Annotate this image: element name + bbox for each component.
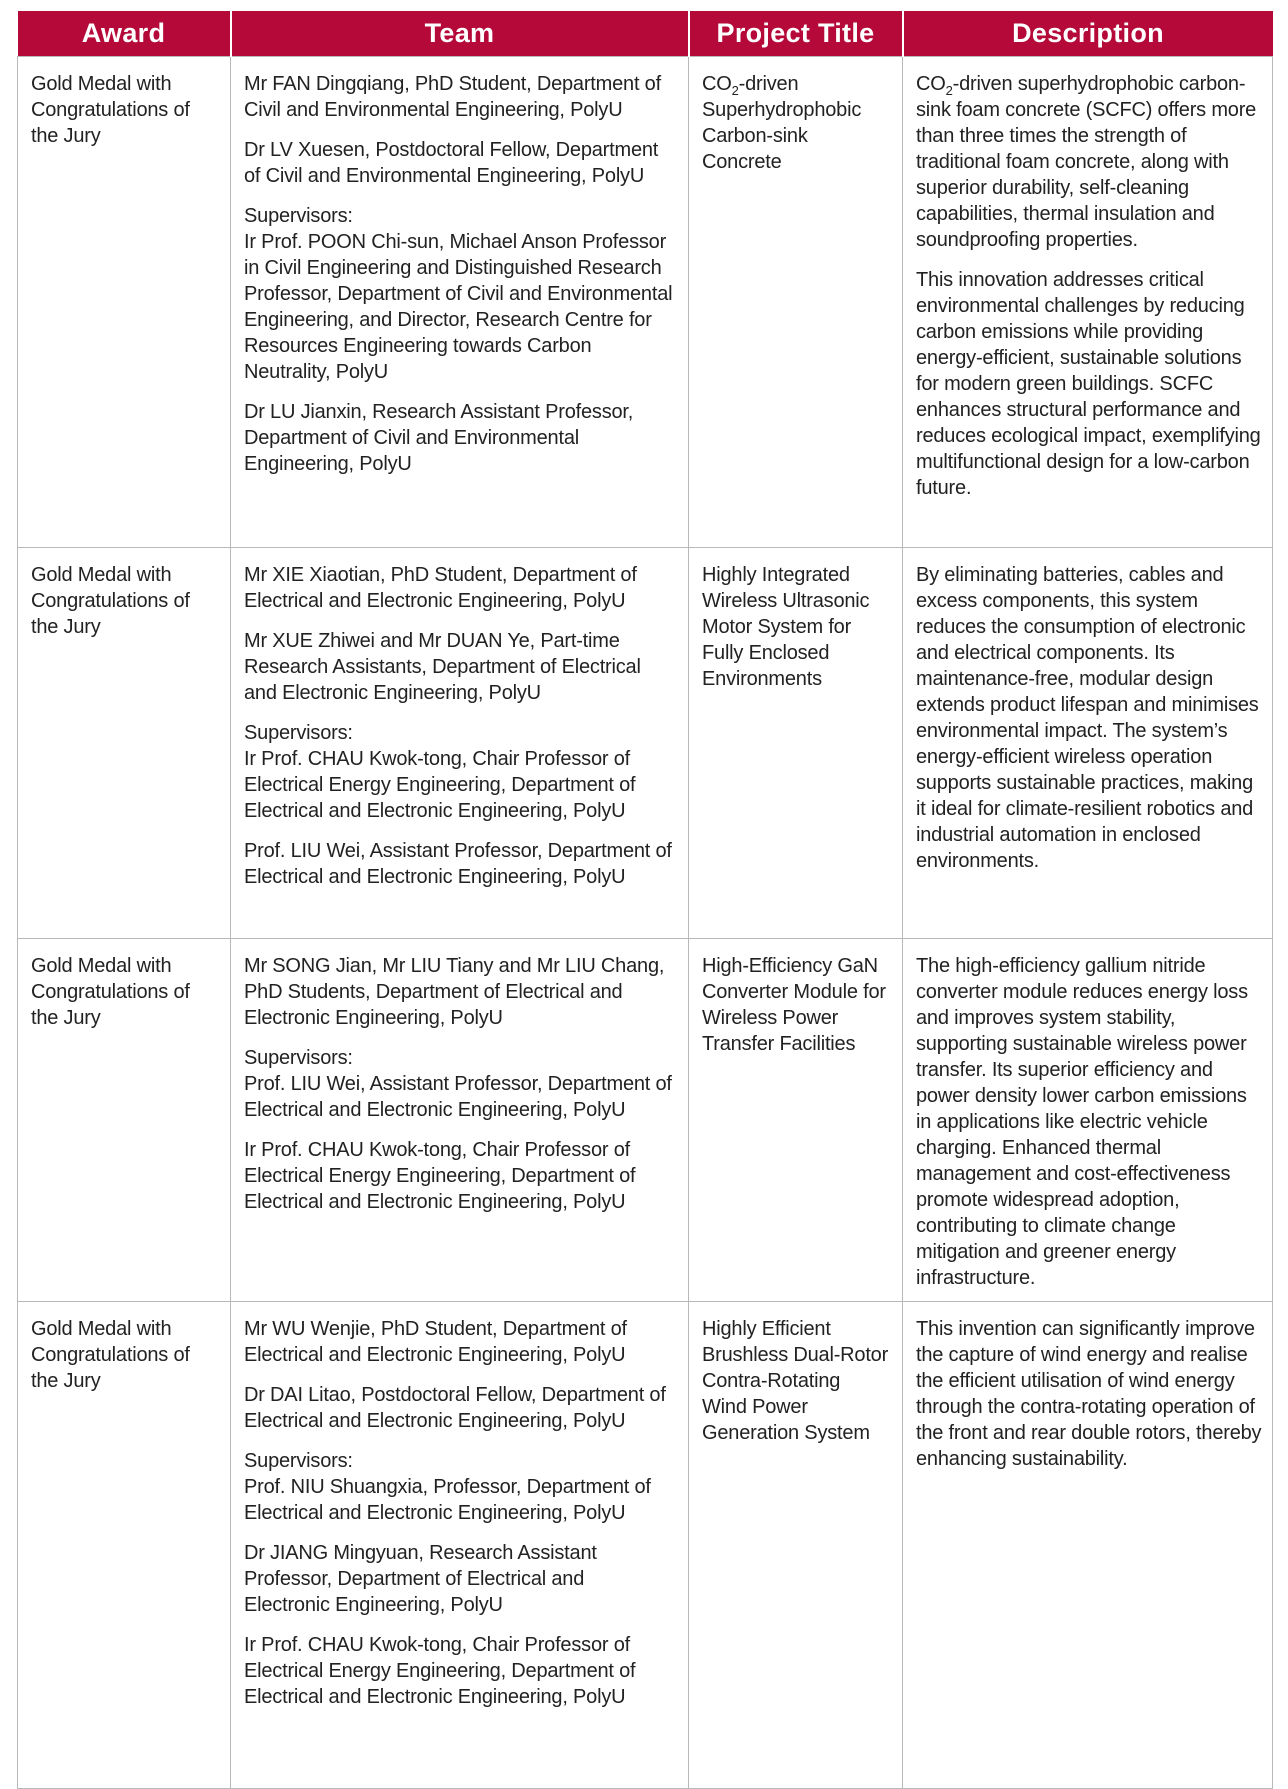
award-cell	[18, 1302, 231, 1789]
desc-subscript: 2	[945, 83, 953, 98]
supervisors-block	[244, 203, 675, 385]
description-cell	[903, 1302, 1273, 1789]
supervisors-label: Supervisors:	[244, 205, 353, 227]
description-paragraph: By eliminating batteries, cables and excess components, this system reduces the consumption of electronic and electrical components. Its maintenance-free, modular design extends product lifespan and minimises environmental impact. The system’s energy-efficient wireless operation supports sustainable practices, making it ideal for climate-resilient robotics and industrial automation in enclosed environments.	[916, 564, 1259, 872]
project-title: Highly Efficient Brushless Dual-Rotor Contra-Rotating Wind Power Generation System	[702, 1318, 889, 1444]
description-cell	[903, 548, 1273, 939]
team-cell	[231, 1302, 689, 1789]
project-title: Highly Integrated Wireless Ultrasonic Motor System for Fully Enclosed Environments	[702, 564, 870, 690]
table-header	[18, 11, 1273, 57]
team-member: Dr DAI Litao, Postdoctoral Fellow, Department of Electrical and Electronic Engineering, PolyU	[244, 1384, 666, 1432]
title-prefix: CO	[702, 73, 732, 95]
desc-rest: -driven superhydrophobic carbon-sink foam concrete (SCFC) offers more than three times the strength of traditional foam concrete, along with superior durability, self-cleaning capabilities, thermal insulation and soundproofing properties.	[916, 73, 1257, 251]
title-subscript: 2	[731, 83, 739, 98]
supervisors-label: Supervisors:	[244, 1047, 353, 1069]
project-title-cell	[689, 548, 903, 939]
table-row	[18, 939, 1273, 1302]
project-title: High-Efficiency GaN Converter Module for Wireless Power Transfer Facilities	[702, 955, 886, 1055]
description-paragraph: This innovation addresses critical environmental challenges by reducing carbon emissions while providing energy-efficient, sustainable solutions for modern green buildings. SCFC enhances structural performance and reduces ecological impact, exemplifying multifunctional design for a low-carbon future.	[916, 269, 1261, 499]
desc-prefix: CO	[916, 73, 946, 95]
awards-table	[17, 11, 1273, 1789]
award-cell	[18, 57, 231, 548]
table-row	[18, 548, 1273, 939]
team-cell	[231, 939, 689, 1302]
supervisor: Prof. NIU Shuangxia, Professor, Department of Electrical and Electronic Engineering, PolyU	[244, 1476, 651, 1524]
award-text: Gold Medal with Congratulations of the Jury	[31, 564, 190, 638]
description-paragraph: This invention can significantly improve the capture of wind energy and realise the efficient utilisation of wind energy through the contra-rotating operation of the front and rear double rotors, thereby enhancing sustainability.	[916, 1318, 1262, 1470]
header-team: Team	[231, 11, 689, 57]
team-member: Mr FAN Dingqiang, PhD Student, Department of Civil and Environmental Engineering, PolyU	[244, 73, 661, 121]
team-member: Mr WU Wenjie, PhD Student, Department of Electrical and Electronic Engineering, PolyU	[244, 1318, 627, 1366]
description-cell	[903, 57, 1273, 548]
award-text: Gold Medal with Congratulations of the Jury	[31, 1318, 190, 1392]
team-member: Dr LV Xuesen, Postdoctoral Fellow, Department of Civil and Environmental Engineering, PolyU	[244, 139, 659, 187]
table-row	[18, 1302, 1273, 1789]
description-paragraph	[916, 71, 1262, 253]
description-paragraph: The high-efficiency gallium nitride converter module reduces energy loss and improves system stability, supporting sustainable wireless power transfer. Its superior efficiency and power density lower carbon emissions in applications like electric vehicle charging. Enhanced thermal management and cost-effectiveness promote widespread adoption, contributing to climate change mitigation and greener energy infrastructure.	[916, 955, 1248, 1289]
title-rest: -driven Superhydrophobic Carbon-sink Concrete	[702, 73, 862, 173]
award-cell	[18, 548, 231, 939]
table-row	[18, 57, 1273, 548]
supervisor: Ir Prof. CHAU Kwok-tong, Chair Professor of Electrical Energy Engineering, Department of Electrical and Electronic Engineering, PolyU	[244, 748, 636, 822]
supervisors-block	[244, 1045, 675, 1123]
project-title-cell	[689, 57, 903, 548]
header-description: Description	[903, 11, 1273, 57]
award-text: Gold Medal with Congratulations of the Jury	[31, 955, 190, 1029]
team-cell	[231, 548, 689, 939]
header-project-title: Project Title	[689, 11, 903, 57]
project-title-cell	[689, 939, 903, 1302]
award-cell	[18, 939, 231, 1302]
supervisor: Ir Prof. CHAU Kwok-tong, Chair Professor of Electrical Energy Engineering, Department of Electrical and Electronic Engineering, PolyU	[244, 1139, 636, 1213]
team-member: Mr SONG Jian, Mr LIU Tiany and Mr LIU Chang, PhD Students, Department of Electrical and Electronic Engineering, PolyU	[244, 955, 665, 1029]
team-member: Mr XIE Xiaotian, PhD Student, Department of Electrical and Electronic Engineering, PolyU	[244, 564, 637, 612]
supervisors-block	[244, 720, 675, 824]
supervisors-block	[244, 1448, 675, 1526]
supervisors-label: Supervisors:	[244, 1450, 353, 1472]
team-cell	[231, 57, 689, 548]
supervisor: Ir Prof. POON Chi-sun, Michael Anson Professor in Civil Engineering and Distinguished Research Professor, Department of Civil and Environmental Engineering, and Director, Research Centre for Resources Engineering towards Carbon Neutrality, PolyU	[244, 231, 673, 383]
supervisor: Prof. LIU Wei, Assistant Professor, Department of Electrical and Electronic Engineering, PolyU	[244, 1073, 672, 1121]
team-member: Mr XUE Zhiwei and Mr DUAN Ye, Part-time Research Assistants, Department of Electrical and Electronic Engineering, PolyU	[244, 630, 641, 704]
supervisor: Dr LU Jianxin, Research Assistant Professor, Department of Civil and Environmental Engineering, PolyU	[244, 401, 634, 475]
supervisors-label: Supervisors:	[244, 722, 353, 744]
supervisor: Ir Prof. CHAU Kwok-tong, Chair Professor of Electrical Energy Engineering, Department of Electrical and Electronic Engineering, PolyU	[244, 1634, 636, 1708]
award-text: Gold Medal with Congratulations of the Jury	[31, 73, 190, 147]
supervisor: Prof. LIU Wei, Assistant Professor, Department of Electrical and Electronic Engineering, PolyU	[244, 840, 672, 888]
description-cell	[903, 939, 1273, 1302]
header-award: Award	[18, 11, 231, 57]
project-title-cell	[689, 1302, 903, 1789]
awards-table-container	[17, 11, 1272, 1789]
supervisor: Dr JIANG Mingyuan, Research Assistant Professor, Department of Electrical and Electronic Engineering, PolyU	[244, 1542, 597, 1616]
